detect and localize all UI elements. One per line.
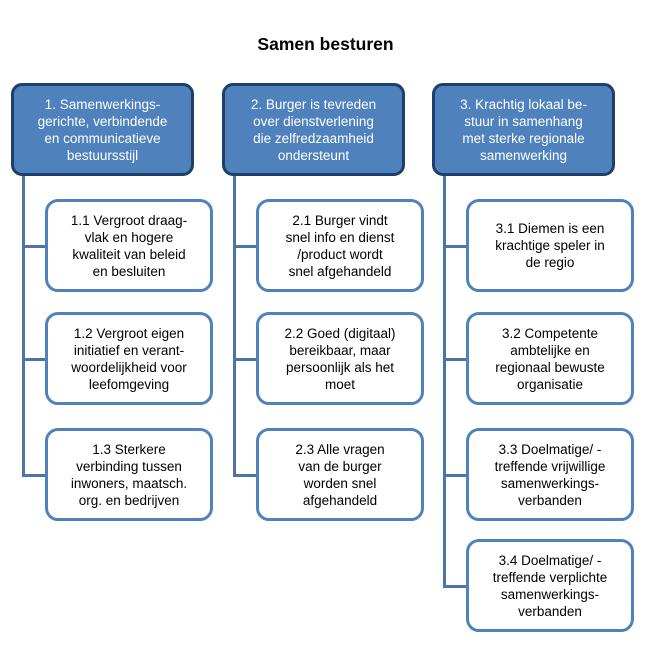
subgoal-2-3-label: 2.3 Alle vragen van de burger worden snel afgehandeld — [295, 441, 385, 508]
subgoal-2-1-label: 2.1 Burger vindt snel info en dienst /product wordt snel afgehandeld — [285, 212, 395, 279]
subgoal-3-2-label: 3.2 Competente ambtelijke en regionaal bewuste organisatie — [495, 325, 605, 392]
subgoal-2-1 — [256, 199, 424, 292]
connector-2-1 — [233, 245, 257, 248]
subgoal-2-2-label: 2.2 Goed (digitaal) bereikbaar, maar persoonlijk als het moet — [284, 325, 396, 392]
connector-3-3 — [443, 474, 467, 477]
subgoal-1-3 — [45, 428, 213, 521]
subgoal-1-1 — [45, 199, 213, 292]
diagram-title: Samen besturen — [257, 34, 394, 54]
subgoal-3-1 — [466, 199, 634, 292]
subgoal-1-2-label: 1.2 Vergroot eigen initiatief en verant- woordelijkheid voor leefomgeving — [71, 325, 187, 392]
subgoal-2-3 — [256, 428, 424, 521]
subgoal-1-1-label: 1.1 Vergroot draag- vlak en hogere kwaliteit van beleid en besluiten — [70, 212, 188, 279]
subgoal-3-3-label: 3.3 Doelmatige/ - treffende vrijwillige samenwerkings- verbanden — [494, 441, 606, 508]
goal-1-header — [11, 83, 194, 176]
goal-2-header — [222, 83, 405, 176]
goal-1-label: 1. Samenwerkings- gerichte, verbindende en communicatieve bestuursstijl — [37, 96, 168, 163]
connector-3-4 — [443, 585, 467, 588]
connector-2-2 — [233, 358, 257, 361]
goal-3-header — [432, 83, 615, 176]
connector-spine-1 — [22, 172, 25, 477]
goal-3-label: 3. Krachtig lokaal be- stuur in samenhang met sterke regionale samenwerking — [460, 96, 587, 163]
subgoal-3-4 — [466, 539, 634, 632]
connector-3-1 — [443, 245, 467, 248]
subgoal-3-2 — [466, 312, 634, 405]
connector-1-1 — [22, 245, 46, 248]
subgoal-3-1-label: 3.1 Diemen is een krachtige speler in de regio — [495, 221, 605, 270]
subgoal-1-3-label: 1.3 Sterkere verbinding tussen inwoners, maatsch. org. en bedrijven — [70, 441, 188, 508]
connector-1-2 — [22, 358, 46, 361]
subgoal-3-4-label: 3.4 Doelmatige/ - treffende verplichte samenwerkings- verbanden — [492, 552, 608, 619]
subgoal-1-2 — [45, 312, 213, 405]
connector-spine-3 — [443, 172, 446, 587]
connector-2-3 — [233, 474, 257, 477]
connector-1-3 — [22, 474, 46, 477]
goal-2-label: 2. Burger is tevreden over dienstverlening die zelfredzaamheid ondersteunt — [250, 96, 377, 163]
connector-3-2 — [443, 358, 467, 361]
subgoal-2-2 — [256, 312, 424, 405]
subgoal-3-3 — [466, 428, 634, 521]
connector-spine-2 — [233, 172, 236, 477]
